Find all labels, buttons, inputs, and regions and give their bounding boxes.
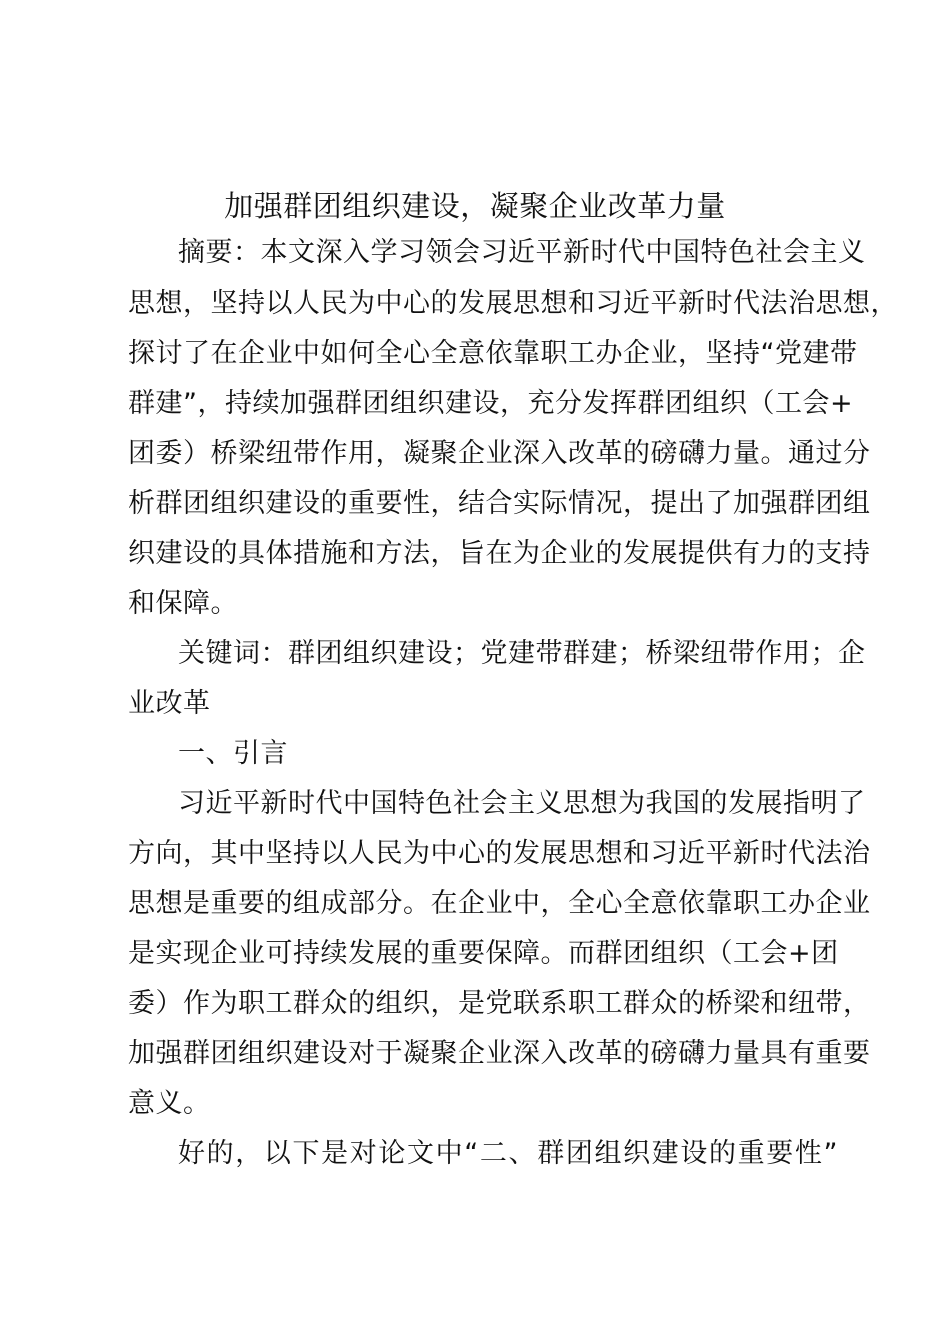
abstract-line: 摘要：本文深入学习领会习近平新时代中国特色社会主义	[178, 237, 866, 268]
abstract-line: 群建”，持续加强群团组织建设，充分发挥群团组织（工会+	[128, 388, 854, 419]
abstract-line: 团委）桥梁纽带作用，凝聚企业深入改革的磅礴力量。通过分	[128, 438, 871, 469]
intro-line: 意义。	[128, 1088, 211, 1119]
abstract-line: 析群团组织建设的重要性，结合实际情况，提出了加强群团组	[128, 488, 871, 519]
intro-line: 加强群团组织建设对于凝聚企业深入改革的磅礴力量具有重要	[128, 1038, 871, 1069]
keywords-line: 业改革	[128, 688, 211, 719]
intro-line: 是实现企业可持续发展的重要保障。而群团组织（工会+团	[128, 938, 839, 969]
abstract-line: 思想，坚持以人民为中心的发展思想和习近平新时代法治思想，	[128, 288, 898, 319]
abstract-line: 和保障。	[128, 588, 238, 619]
intro-line: 习近平新时代中国特色社会主义思想为我国的发展指明了	[178, 788, 866, 819]
intro-line: 方向，其中坚持以人民为中心的发展思想和习近平新时代法治	[128, 838, 871, 869]
abstract-line: 织建设的具体措施和方法，旨在为企业的发展提供有力的支持	[128, 538, 871, 569]
closing-line: 好的，以下是对论文中“二、群团组织建设的重要性”	[178, 1138, 838, 1169]
intro-line: 委）作为职工群众的组织，是党联系职工群众的桥梁和纽带，	[128, 988, 871, 1019]
section-heading: 一、引言	[178, 738, 288, 769]
keywords-line: 关键词：群团组织建设；党建带群建；桥梁纽带作用；企	[178, 638, 866, 669]
document-title: 加强群团组织建设，凝聚企业改革力量	[224, 189, 726, 223]
intro-line: 思想是重要的组成部分。在企业中，全心全意依靠职工办企业	[128, 888, 871, 919]
abstract-line: 探讨了在企业中如何全心全意依靠职工办企业，坚持“党建带	[128, 338, 858, 369]
